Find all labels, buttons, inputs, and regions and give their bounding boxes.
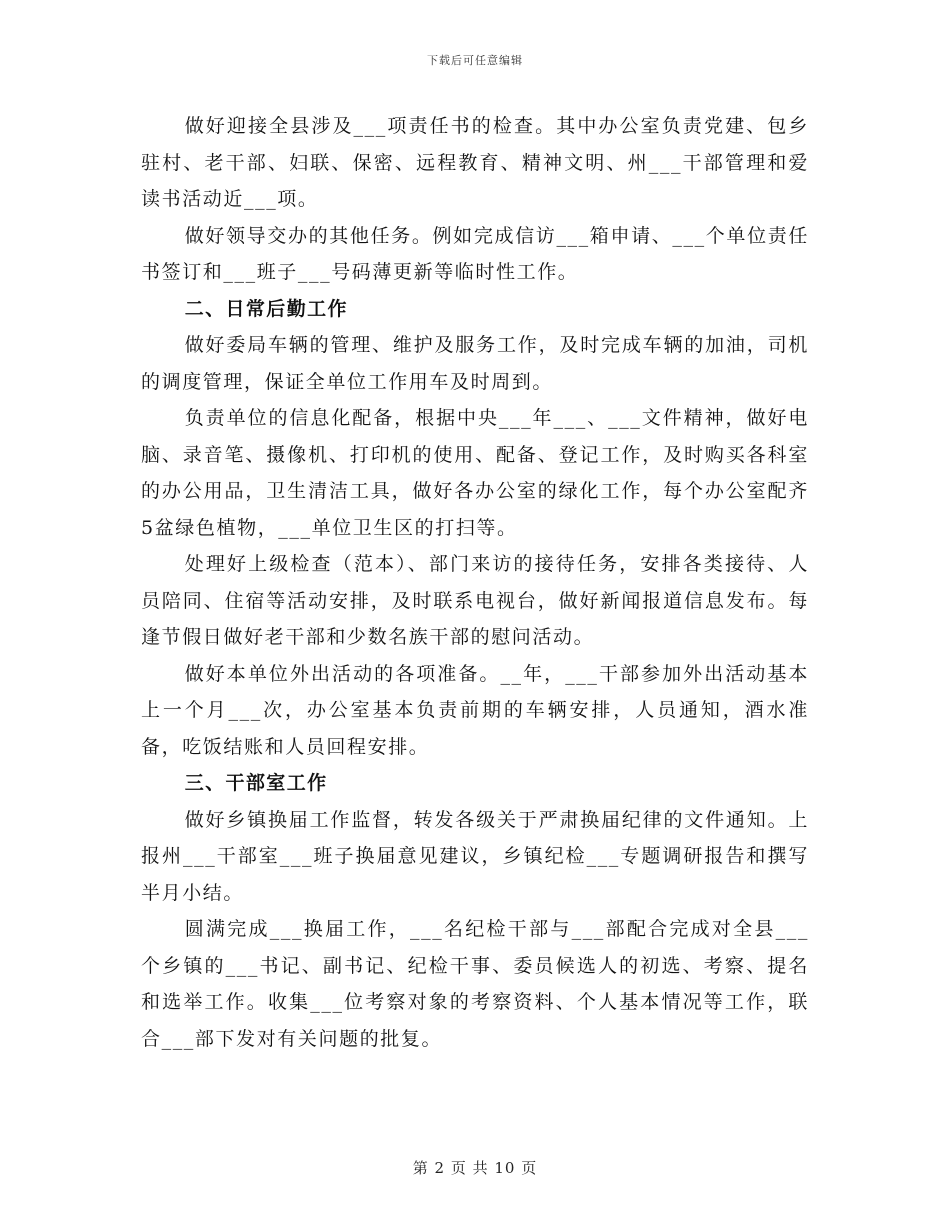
- paragraph: 负责单位的信息化配备，根据中央___年___、___文件精神，做好电脑、录音笔、摄像机、打印机的使用、配备、登记工作，及时购买各科室的办公用品，卫生清洁工具，做好各办公室的绿化工作，每个办公室配齐5盆绿色植物，___单位卫生区的打扫等。: [141, 407, 809, 539]
- paragraph: 做好本单位外出活动的各项准备。__年，___干部参加外出活动基本上一个月___次，办公室基本负责前期的车辆安排，人员通知，酒水准备，吃饭结账和人员回程安排。: [141, 662, 809, 758]
- page-footer: 第 2 页 共 10 页: [412, 1159, 538, 1177]
- paragraph: 做好迎接全县涉及___项责任书的检查。其中办公室负责党建、包乡驻村、老干部、妇联、保密、远程教育、精神文明、州___干部管理和爱读书活动近___项。: [141, 115, 809, 210]
- paragraph: 处理好上级检查（范本）、部门来访的接待任务，安排各类接待、人员陪同、住宿等活动安排，及时联系电视台，做好新闻报道信息发布。每逢节假日做好老干部和少数名族干部的慰问活动。: [141, 553, 809, 648]
- paragraph: 做好领导交办的其他任务。例如完成信访___箱申请、___个单位责任书签订和___班子___号码薄更新等临时性工作。: [141, 224, 809, 283]
- page-header: 下载后可任意编辑: [427, 54, 523, 67]
- document-body: [141, 108, 809, 1057]
- paragraph: 圆满完成___换届工作，___名纪检干部与___部配合完成对全县___个乡镇的___书记、副书记、纪检干事、委员候选人的初选、考察、提名和选举工作。收集___位考察对象的考察资料、个人基本情况等工作，联合___部下发对有关问题的批复。: [141, 918, 809, 1050]
- paragraph: 做好乡镇换届工作监督，转发各级关于严肃换届纪律的文件通知。上报州___干部室___班子换届意见建议，乡镇纪检___专题调研报告和撰写半月小结。: [141, 808, 809, 904]
- section-heading: 二、日常后勤工作: [184, 297, 348, 320]
- paragraph: 做好委局车辆的管理、维护及服务工作，及时完成车辆的加油，司机的调度管理，保证全单位工作用车及时周到。: [141, 334, 809, 393]
- section-heading: 三、干部室工作: [184, 772, 328, 794]
